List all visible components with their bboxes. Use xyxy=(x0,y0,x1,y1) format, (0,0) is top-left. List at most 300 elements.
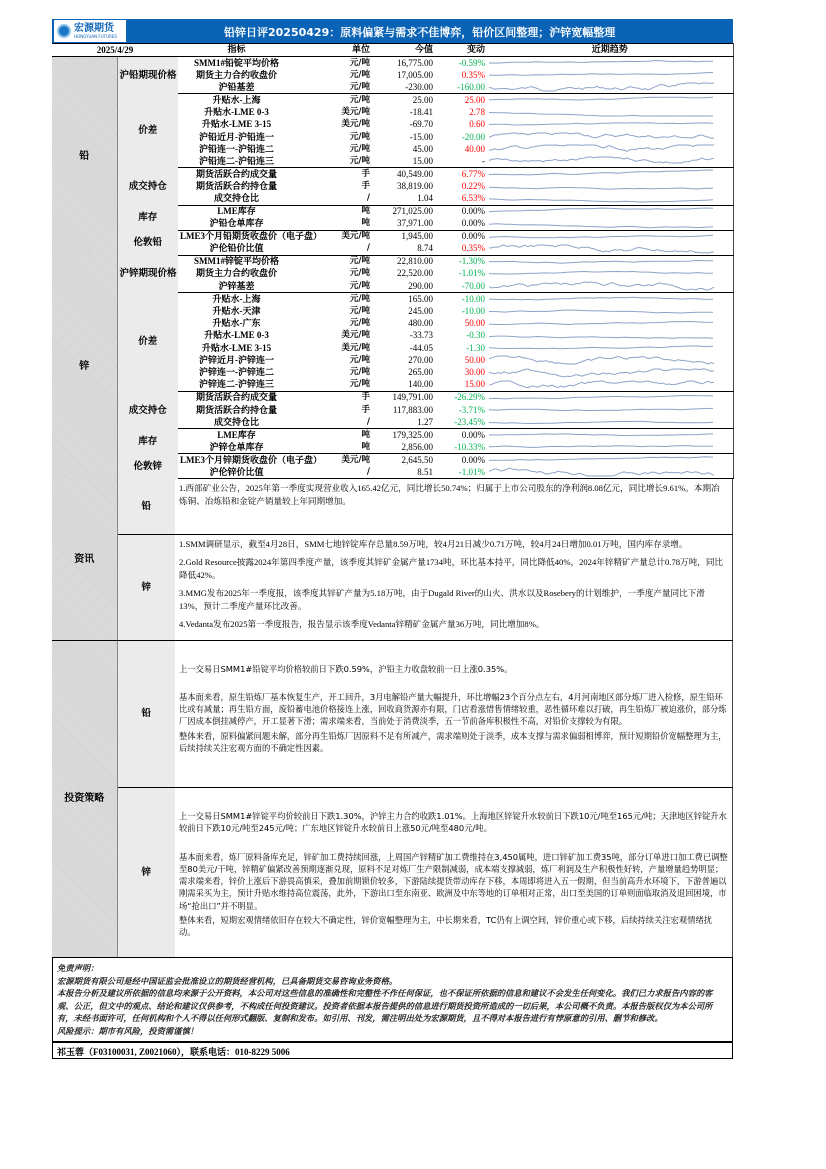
col-trend: 近期趋势 xyxy=(487,44,733,57)
indicator-name: 期货活跃合约持仓量 xyxy=(196,404,278,415)
paragraph xyxy=(179,835,728,849)
change-value: - xyxy=(435,155,487,168)
category-label: 沪锌期现价格 xyxy=(117,255,178,292)
metal-label: 铅 xyxy=(117,479,175,534)
indicator-name: SMM1#铅锭平均价格 xyxy=(194,57,280,68)
trend-line xyxy=(489,356,714,364)
category-label: 伦敦铅 xyxy=(117,230,178,255)
metal-label: 铅 xyxy=(117,641,175,788)
trend-sparkline xyxy=(487,367,733,379)
author-ids: （F03100031, Z0021060） xyxy=(84,1047,182,1058)
unit: 手 xyxy=(361,404,371,415)
trend-line xyxy=(489,336,713,338)
unit: 元/吨 xyxy=(349,94,371,105)
indicator-name: LME3个月铅期货收盘价（电子盘） xyxy=(180,231,323,242)
column-header-row xyxy=(52,44,733,57)
logo-subtext: HONGYUAN FUTURES xyxy=(74,33,117,39)
trend-cell xyxy=(487,119,733,131)
indicator-name: 升贴水-LME 3-15 xyxy=(201,342,272,353)
trend-cell xyxy=(487,218,733,231)
trend-line xyxy=(489,122,713,124)
trend-cell xyxy=(487,180,733,192)
unit: / xyxy=(295,243,372,256)
trend-sparkline xyxy=(487,143,733,155)
trend-line xyxy=(489,83,714,91)
table-row xyxy=(52,168,733,181)
current-value: 2,856.00 xyxy=(372,441,435,454)
change-value: 50.00 xyxy=(464,318,486,329)
strategy-row xyxy=(52,641,733,788)
category-label: 库存 xyxy=(117,205,178,230)
current-value: -69.70 xyxy=(409,119,434,130)
indicator-name: 沪锌近月-沪锌连一 xyxy=(199,354,275,365)
indicator-name: 升贴水-LME 0-3 xyxy=(204,106,269,117)
trend-sparkline xyxy=(487,119,733,131)
category-label: 价差 xyxy=(117,94,178,168)
current-value: 22,810.00 xyxy=(397,256,434,267)
unit: 美元/吨 xyxy=(341,231,371,242)
trend-line xyxy=(489,369,714,377)
paragraph: 整体来看，原料偏紧问题未解，部分再生铅炼厂因原料不足有所减产，需求端则处于淡季，成本支撑与需求偏弱相博弈，预计短期铅价宽幅整理为主，后续持续关注宏观方面的不确定性因素。 xyxy=(179,730,727,753)
trend-cell xyxy=(487,94,733,107)
trend-line xyxy=(489,381,714,388)
unit: / xyxy=(295,416,372,429)
trend-cell xyxy=(487,168,733,181)
unit: 元/吨 xyxy=(349,367,371,378)
indicator-name: 沪铅连二-沪铅连三 xyxy=(178,155,295,168)
current-value: 271,025.00 xyxy=(392,206,434,217)
trend-line xyxy=(489,133,714,138)
indicator-name: 期货活跃合约成交量 xyxy=(196,392,278,403)
current-value: 15.00 xyxy=(372,155,435,168)
trend-cell xyxy=(487,354,733,366)
paragraph: 2.Gold Resource披露2024年第四季度产量，该季度其锌矿金属产量1734吨，环比基本持平，同比降低40%，2024年锌精矿产量总计0.78万吨，同比降低42%。 xyxy=(179,557,724,580)
disclaimer-line: 风险提示：期市有风险，投资需谨慎！ xyxy=(57,1025,199,1036)
trend-cell xyxy=(487,429,733,442)
change-value: 6.77% xyxy=(461,168,486,179)
unit: 美元/吨 xyxy=(341,342,371,353)
indicator-name: LME库存 xyxy=(217,429,256,440)
trend-sparkline xyxy=(487,243,733,255)
author-footer xyxy=(52,1042,733,1059)
indicator-name: 沪铅仓单库存 xyxy=(178,218,295,231)
unit: / xyxy=(295,193,372,206)
current-value: 165.00 xyxy=(408,293,434,304)
indicator-name: 沪伦锌价比值 xyxy=(178,466,295,479)
trend-line xyxy=(489,408,713,410)
report-date: 2025/4/29 xyxy=(52,44,178,57)
indicator-name: 升贴水-LME 3-15 xyxy=(201,119,272,130)
current-value: 16,775.00 xyxy=(397,57,434,68)
paragraph: 基本面来看，炼厂原料备库充足，锌矿加工费持续回涨，上周国产锌精矿加工费维持在3,450属吨，进口锌矿加工费35吨，部分订单进口加工费已调整至80美元/干吨，锌精矿偏紧改善预期逐渐兑现，原料不足对炼厂生产限制减弱，成本端支撑减弱，炼厂利润及生产积极性好转，产量增量趋势明显；需求端来看，锌价上涨后下游畏高慎采，叠加前期锁价较多，下游陆续提货带动库存下移，本周即将进入五一假期，但当前高升水环境下，下游普遍以刚需采买为主，预计升贴水维持高位震荡，此外，下游出口至东南亚、欧洲及中东等地的订单相对正常，出口至美国的订单则面临取消及退回困境，市场“抢出口”并不明显。 xyxy=(179,851,728,911)
paragraph: 3.MMG发布2025年一季度报，该季度其锌矿产量为5.18万吨，由于Dugald River的山火、洪水以及Rosebery的计划维护，一季度产量同比下滑13%，预计二季度产量环比改善。 xyxy=(179,588,705,611)
news-section xyxy=(52,479,733,641)
strategy-section xyxy=(52,641,733,959)
trend-line xyxy=(489,321,713,324)
trend-cell xyxy=(487,230,733,243)
trend-line xyxy=(489,113,713,117)
change-value: 0.00% xyxy=(435,218,487,231)
table-row xyxy=(52,57,733,70)
trend-sparkline xyxy=(487,69,733,81)
trend-line xyxy=(489,395,713,398)
unit: 元/吨 xyxy=(349,131,371,142)
change-value: -160.00 xyxy=(435,81,487,94)
trend-line xyxy=(489,235,713,238)
trend-cell xyxy=(487,193,733,206)
logo-text: 宏源期货 xyxy=(74,22,114,34)
trend-cell xyxy=(487,317,733,329)
category-label: 伦敦锌 xyxy=(117,454,178,479)
trend-sparkline xyxy=(487,441,733,453)
paragraph: 整体来看，短期宏观情绪依旧存在较大不确定性，锌价宽幅整理为主，中长期来看，TC仍有上调空间，锌价重心或下移，后续持续关注宏观情绪扰动。 xyxy=(179,914,713,937)
trend-sparkline xyxy=(487,81,733,93)
report xyxy=(52,19,733,1059)
trend-sparkline xyxy=(487,57,733,69)
change-value: 0.22% xyxy=(461,181,486,192)
disclaimer-line: 宏源期货有限公司是经中国证监会批准设立的期货经营机构，已具备期货交易咨询业务资格。 xyxy=(57,975,398,986)
trend-sparkline xyxy=(487,256,733,268)
trend-line xyxy=(489,208,713,212)
trend-sparkline xyxy=(487,454,733,466)
trend-cell xyxy=(487,69,733,81)
current-value: 22,520.00 xyxy=(397,268,434,279)
paragraph: 基本面来看，原生铅炼厂基本恢复生产，开工回升，3月电解铅产量大幅提升，环比增幅23个百分点左右，4月河南地区部分炼厂进入检修，原生铅环比或有减量；再生铅方面，废铅蓄电池价格接连上涨，回收商货源亦有限，门店看涨惜售情绪较重，恶性循环难以打破，再生铅炼厂被迫涨价，部分炼厂因成本倒挂减停产，开工显著下滑；需求端来看，当前处于消费淡季，五一节前备库积极性不高，对铅价支撑较为有限。 xyxy=(179,692,727,727)
indicator-name: 升贴水-上海 xyxy=(212,293,261,304)
trend-cell xyxy=(487,106,733,118)
phone-number: 010-8229 5006 xyxy=(235,1047,290,1058)
indicator-name: 升贴水-LME 0-3 xyxy=(204,330,269,341)
table-row xyxy=(52,230,733,243)
unit: 元/吨 xyxy=(349,354,371,365)
indicator-name: LME库存 xyxy=(217,206,256,217)
change-value: -3.71% xyxy=(458,404,486,415)
indicator-name: 沪锌连二-沪锌连三 xyxy=(178,379,295,392)
table-row xyxy=(52,454,733,467)
trend-line xyxy=(489,434,713,436)
unit: 元/吨 xyxy=(349,293,371,304)
trend-sparkline xyxy=(487,231,733,243)
unit: 美元/吨 xyxy=(341,454,371,465)
current-value: 45.00 xyxy=(412,143,434,154)
trend-sparkline xyxy=(487,404,733,416)
unit: 吨 xyxy=(361,206,371,217)
trend-cell xyxy=(487,367,733,379)
trend-line xyxy=(489,224,713,228)
current-value: -18.41 xyxy=(409,106,434,117)
category-label: 成交持仓 xyxy=(117,391,178,428)
current-value: 25.00 xyxy=(412,94,434,105)
change-value: 0.35% xyxy=(461,69,486,80)
indicator-name: 升贴水-天津 xyxy=(212,305,261,316)
trend-cell xyxy=(487,143,733,155)
indicator-name: SMM1#锌锭平均价格 xyxy=(194,256,280,267)
change-value: 25.00 xyxy=(464,94,486,105)
trend-line xyxy=(489,446,713,448)
strategy-row xyxy=(52,788,733,958)
company-logo xyxy=(54,20,126,42)
trend-line xyxy=(489,468,714,476)
indicator-name: 成交持仓比 xyxy=(178,193,295,206)
current-value: 245.00 xyxy=(408,305,434,316)
change-value: 0.35% xyxy=(435,243,487,256)
change-value: 0.00% xyxy=(461,206,486,217)
strategy-label: 投资策略 xyxy=(52,641,117,958)
indicator-name: 升贴水-上海 xyxy=(212,94,261,105)
trend-cell xyxy=(487,305,733,317)
unit: 元/吨 xyxy=(349,268,371,279)
unit: 手 xyxy=(361,168,371,179)
unit: 手 xyxy=(361,392,371,403)
disclaimer xyxy=(52,958,733,1042)
unit: 元/吨 xyxy=(349,143,371,154)
change-value: 0.00% xyxy=(461,429,486,440)
trend-cell xyxy=(487,342,733,354)
trend-sparkline xyxy=(487,416,733,428)
indicator-name: 沪铅连一-沪铅连二 xyxy=(199,143,275,154)
indicator-name: 沪铅基差 xyxy=(178,81,295,94)
change-value: 0.00% xyxy=(461,231,486,242)
current-value: 38,819.00 xyxy=(397,181,434,192)
trend-sparkline xyxy=(487,206,733,218)
unit: 元/吨 xyxy=(349,305,371,316)
news-row xyxy=(52,534,733,640)
news-text xyxy=(175,479,733,534)
indicator-name: 升贴水-广东 xyxy=(212,318,261,329)
indicator-name: LME3个月锌期货收盘价（电子盘） xyxy=(180,454,323,465)
trend-cell xyxy=(487,57,733,70)
paragraph: 上一交易日SMM1#铅锭平均价格较前日下跌0.59%，沪铅主力收盘较前一日上涨0.35%。 xyxy=(179,663,513,674)
trend-cell xyxy=(487,416,733,429)
change-value: -23.45% xyxy=(435,416,487,429)
trend-sparkline xyxy=(487,131,733,143)
paragraph: 上一交易日SMM1#锌锭平均价较前日下跌1.30%，沪锌主力合约收跌1.01%。上海地区锌锭升水较前日下跌10元/吨至165元/吨；天津地区锌锭升水较前日下跌10元/吨至245元/吨；广东地区锌锭升水较前日上涨50元/吨至480元/吨。 xyxy=(179,811,727,834)
col-value: 今值 xyxy=(372,44,435,57)
trend-cell xyxy=(487,205,733,218)
unit: 吨 xyxy=(295,218,372,231)
unit: 元/吨 xyxy=(349,318,371,329)
table-row xyxy=(52,205,733,218)
category-label: 库存 xyxy=(117,429,178,454)
trend-sparkline xyxy=(487,94,733,106)
trend-sparkline xyxy=(487,218,733,230)
unit: 元/吨 xyxy=(295,280,372,293)
current-value: 140.00 xyxy=(372,379,435,392)
trend-line xyxy=(489,61,713,64)
trend-cell xyxy=(487,293,733,306)
change-value: 40.00 xyxy=(464,143,486,154)
change-value: 0.00% xyxy=(461,454,486,465)
trend-cell xyxy=(487,441,733,454)
title-bar xyxy=(52,19,733,43)
trend-sparkline xyxy=(487,429,733,441)
trend-cell xyxy=(487,466,733,479)
change-value: -0.59% xyxy=(458,57,486,68)
change-value: 0.60 xyxy=(469,119,486,130)
current-value: -15.00 xyxy=(409,131,434,142)
change-value: -1.30 xyxy=(466,342,486,353)
trend-cell xyxy=(487,155,733,168)
trend-sparkline xyxy=(487,379,733,391)
trend-line xyxy=(489,260,713,263)
trend-sparkline xyxy=(487,181,733,193)
indicator-name: 沪锌连一-沪锌连二 xyxy=(199,367,275,378)
trend-cell xyxy=(487,268,733,280)
trend-sparkline xyxy=(487,168,733,180)
trend-cell xyxy=(487,391,733,404)
trend-sparkline xyxy=(487,318,733,330)
logo-icon xyxy=(57,24,71,38)
current-value: 17,005.00 xyxy=(397,69,434,80)
current-value: -44.05 xyxy=(409,342,434,353)
current-value: 149,791.00 xyxy=(392,392,434,403)
change-value: -10.00 xyxy=(461,293,486,304)
current-value: 1.27 xyxy=(372,416,435,429)
trend-line xyxy=(489,199,713,202)
paragraph: 1.SMM调研显示，截至4月28日，SMM七地锌锭库存总量8.59万吨，较4月21日减少0.71万吨，较4月24日增加0.01万吨，国内库存录增。 xyxy=(179,538,688,549)
col-unit: 单位 xyxy=(295,44,372,57)
category-label: 成交持仓 xyxy=(117,168,178,205)
change-value: -10.00 xyxy=(461,305,486,316)
trend-line xyxy=(489,271,713,274)
unit: 美元/吨 xyxy=(341,119,371,130)
trend-line xyxy=(489,170,713,175)
trend-line xyxy=(489,421,713,423)
table-row xyxy=(52,293,733,306)
current-value: 2,645.50 xyxy=(401,454,434,465)
change-value: -1.30% xyxy=(458,256,486,267)
trend-cell xyxy=(487,379,733,392)
contact-label: ，联系电话： xyxy=(181,1048,236,1059)
change-value: -70.00 xyxy=(435,280,487,293)
trend-cell xyxy=(487,330,733,342)
unit: 元/吨 xyxy=(295,379,372,392)
trend-sparkline xyxy=(487,305,733,317)
table-row xyxy=(52,391,733,404)
metal-label: 锌 xyxy=(52,255,117,478)
unit: 美元/吨 xyxy=(341,330,371,341)
indicator-name: 沪锌基差 xyxy=(178,280,295,293)
indicator-name: 沪伦铅价比值 xyxy=(178,243,295,256)
change-value: -0.30 xyxy=(466,330,486,341)
change-value: -20.00 xyxy=(461,131,486,142)
trend-line xyxy=(489,145,714,151)
trend-line xyxy=(489,297,713,300)
unit: 吨 xyxy=(361,429,371,440)
change-value: 15.00 xyxy=(435,379,487,392)
change-value: -26.29% xyxy=(454,392,486,403)
strategy-text xyxy=(175,788,733,958)
current-value: 8.51 xyxy=(372,466,435,479)
indicator-name: 期货主力合约收盘价 xyxy=(196,268,278,279)
paragraph: 4.Vedanta发布2025第一季度报告，报告显示该季度Vedanta锌精矿金属产量36万吨，同比增加8%。 xyxy=(179,619,545,630)
current-value: 480.00 xyxy=(408,318,434,329)
indicator-name: 沪铅近月-沪铅连一 xyxy=(199,131,275,142)
trend-sparkline xyxy=(487,466,733,478)
current-value: 117,883.00 xyxy=(392,404,434,415)
category-label: 沪铅期现价格 xyxy=(117,57,178,94)
unit: 美元/吨 xyxy=(341,106,371,117)
col-change: 变动 xyxy=(435,44,487,57)
current-value: 40,549.00 xyxy=(397,168,434,179)
current-value: 179,325.00 xyxy=(392,429,434,440)
change-value: 50.00 xyxy=(464,354,486,365)
trend-cell xyxy=(487,81,733,94)
trend-sparkline xyxy=(487,342,733,354)
change-value: 2.78 xyxy=(469,106,486,117)
unit: 吨 xyxy=(295,441,372,454)
change-value: -1.01% xyxy=(435,466,487,479)
trend-sparkline xyxy=(487,392,733,404)
trend-line xyxy=(489,310,713,313)
trend-cell xyxy=(487,131,733,143)
trend-sparkline xyxy=(487,354,733,366)
unit: / xyxy=(295,466,372,479)
trend-sparkline xyxy=(487,155,733,167)
indicator-name: 成交持仓比 xyxy=(178,416,295,429)
trend-sparkline xyxy=(487,280,733,292)
current-value: 1.04 xyxy=(372,193,435,206)
current-value: 290.00 xyxy=(372,280,435,293)
report-title: 铅锌日评20250429：原料偏紧与需求不佳博弈，铅价区间整理；沪锌宽幅整理 xyxy=(224,26,616,39)
metal-label: 锌 xyxy=(117,534,175,640)
disclaimer-title: 免责声明： xyxy=(57,963,99,974)
change-value: -10.33% xyxy=(435,441,487,454)
news-text xyxy=(175,534,733,640)
unit: 手 xyxy=(361,181,371,192)
unit: 元/吨 xyxy=(295,155,372,168)
unit: 元/吨 xyxy=(295,81,372,94)
trend-line xyxy=(489,245,714,253)
trend-line xyxy=(489,282,714,290)
news-row xyxy=(52,479,733,534)
trend-sparkline xyxy=(487,193,733,205)
disclaimer-line: 本报告分析及建议所依据的信息均来源于公开资料，本公司对这些信息的准确性和完整性不作任何保证，也不保证所依据的信息和建议不会发生任何变化。我们已力求报告内容的客观、公正，但文中的观点、结论和建议仅供参考，不构成任何投资建议。投资者依据本报告提供的信息进行期货投资所造成的一切后果，本公司概不负责。本报告版权仅为本公司所有，未经书面许可，任何机构和个人不得以任何形式翻版、复制和发布。如引用、刊发，需注明出处为宏源期货，且不得对本报告进行有悖原意的引用、删节和修改。 xyxy=(57,988,713,1024)
indicator-name: 沪锌仓单库存 xyxy=(178,441,295,454)
current-value: -33.73 xyxy=(409,330,434,341)
trend-line xyxy=(489,157,714,163)
category-label: 价差 xyxy=(117,293,178,392)
data-table xyxy=(52,43,734,479)
trend-line xyxy=(489,346,713,349)
unit: 元/吨 xyxy=(349,57,371,68)
unit: 元/吨 xyxy=(349,256,371,267)
table-row xyxy=(52,255,733,268)
change-value: -1.01% xyxy=(458,268,486,279)
trend-cell xyxy=(487,404,733,416)
trend-cell xyxy=(487,243,733,256)
current-value: 265.00 xyxy=(408,367,434,378)
trend-line xyxy=(489,97,713,100)
paragraph xyxy=(179,675,728,689)
trend-sparkline xyxy=(487,330,733,342)
trend-sparkline xyxy=(487,268,733,280)
indicator-name: 期货活跃合约持仓量 xyxy=(196,181,278,192)
current-value: 1,945.00 xyxy=(401,231,434,242)
table-row xyxy=(52,94,733,107)
current-value: -230.00 xyxy=(372,81,435,94)
change-value: 6.53% xyxy=(435,193,487,206)
author-name: 祁玉蓉 xyxy=(57,1048,85,1059)
metal-label: 铅 xyxy=(52,57,117,256)
trend-cell xyxy=(487,255,733,268)
metal-label: 锌 xyxy=(117,788,175,958)
current-value: 8.74 xyxy=(372,243,435,256)
trend-line xyxy=(489,73,713,76)
indicator-name: 期货主力合约收盘价 xyxy=(196,69,278,80)
trend-line xyxy=(489,457,713,461)
trend-sparkline xyxy=(487,293,733,305)
